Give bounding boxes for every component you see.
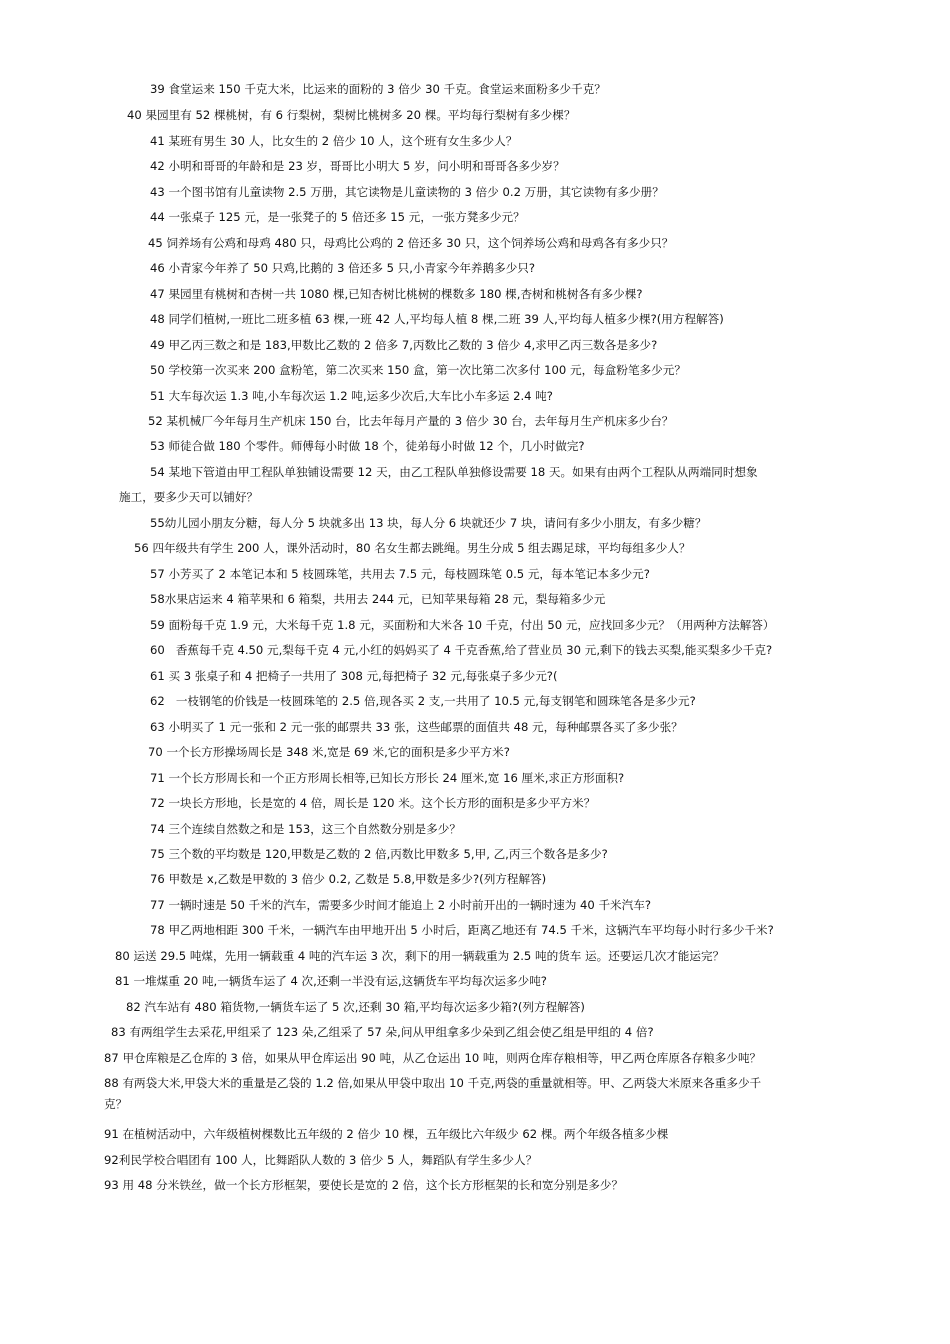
problem-75: 75 三个数的平均数是 120,甲数是乙数的 2 倍,丙数比甲数多 5,甲, 乙,丙三个数各是多少?: [150, 847, 608, 861]
problem-92: 92利民学校合唱团有 100 人，比舞蹈队人数的 3 倍少 5 人，舞蹈队有学生多少人？: [104, 1153, 538, 1167]
problem-42: 42 小明和哥哥的年龄和是 23 岁，哥哥比小明大 5 岁，问小明和哥哥各多少岁？: [150, 159, 565, 173]
problem-52: 52 某机械厂今年每月生产机床 150 台，比去年每月产量的 3 倍少 30 台，去年每月生产机床多少台？: [148, 414, 674, 428]
problem-81: 81 一堆煤重 20 吨,一辆货车运了 4 次,还剩一半没有运,这辆货车平均每次运多少吨?: [115, 974, 547, 988]
problem-80: 80 运送 29.5 吨煤，先用一辆载重 4 吨的汽车运 3 次，剩下的用一辆载重为 2.5 吨的货车 运。还要运几次才能运完？: [115, 949, 725, 963]
problem-54-continuation: 施工，要多少天可以铺好？: [119, 490, 259, 504]
problem-77: 77 一辆时速是 50 千米的汽车，需要多少时间才能追上 2 小时前开出的一辆时速为 40 千米汽车?: [150, 898, 651, 912]
problem-49: 49 甲乙丙三数之和是 183,甲数比乙数的 2 倍多 7,丙数比乙数的 3 倍少 4,求甲乙丙三数各是多少?: [150, 338, 658, 352]
problem-55: 55幼儿园小朋友分糖，每人分 5 块就多出 13 块，每人分 6 块就还少 7 块，请问有多少小朋友，有多少糖？: [150, 516, 707, 530]
problem-91: 91 在植树活动中，六年级植树棵数比五年级的 2 倍少 10 棵，五年级比六年级少 62 棵。两个年级各植多少棵: [104, 1127, 669, 1141]
problem-44: 44 一张桌子 125 元，是一张凳子的 5 倍还多 15 元，一张方凳多少元？: [150, 210, 525, 224]
problem-48: 48 同学们植树,一班比二班多植 63 棵,一班 42 人,平均每人植 8 棵,二班 39 人,平均每人植多少棵?(用方程解答): [150, 312, 724, 326]
problem-72: 72 一块长方形地，长是宽的 4 倍，周长是 120 米。这个长方形的面积是多少平方米？: [150, 796, 596, 810]
problem-71: 71 一个长方形周长和一个正方形周长相等,已知长方形长 24 厘米,宽 16 厘米,求正方形面积?: [150, 771, 625, 785]
problem-58: 58水果店运来 4 箱苹果和 6 箱梨，共用去 244 元，已知苹果每箱 28 元，梨每箱多少元: [150, 592, 606, 606]
problem-57: 57 小芳买了 2 本笔记本和 5 枝圆珠笔，共用去 7.5 元，每枝圆珠笔 0.5 元，每本笔记本多少元?: [150, 567, 650, 581]
problem-50: 50 学校第一次买来 200 盒粉笔，第二次买来 150 盒，第一次比第二次多付 100 元，每盒粉笔多少元？: [150, 363, 686, 377]
problem-63: 63 小明买了 1 元一张和 2 元一张的邮票共 33 张，这些邮票的面值共 48 元，每种邮票各买了多少张？: [150, 720, 683, 734]
problem-41: 41 某班有男生 30 人，比女生的 2 倍少 10 人，这个班有女生多少人？: [150, 134, 518, 148]
problem-51: 51 大车每次运 1.3 吨,小车每次运 1.2 吨,运多少次后,大车比小车多运 2.4 吨?: [150, 389, 553, 403]
problem-88: 88 有两袋大米,甲袋大米的重量是乙袋的 1.2 倍,如果从甲袋中取出 10 千克,两袋的重量就相等。甲、乙两袋大米原来各重多少千: [104, 1076, 762, 1090]
problem-87: 87 甲仓库粮是乙仓库的 3 倍，如果从甲仓库运出 90 吨，从乙仓运出 10 吨，则两仓库存粮相等，甲乙两仓库原各存粮多少吨？: [104, 1051, 762, 1065]
problem-53: 53 师徒合做 180 个零件。师傅每小时做 18 个，徒弟每小时做 12 个，几小时做完?: [150, 439, 585, 453]
problem-62: 62 一枝钢笔的价钱是一枝圆珠笔的 2.5 倍,现各买 2 支,一共用了 10.5 元,每支钢笔和圆珠笔各是多少元?: [150, 694, 696, 708]
problem-39: 39 食堂运来 150 千克大米，比运来的面粉的 3 倍少 30 千克。食堂运来面粉多少千克？: [150, 82, 606, 96]
problem-40: 40 果园里有 52 棵桃树，有 6 行梨树，梨树比桃树多 20 棵。平均每行梨树有多少棵？: [127, 108, 576, 122]
problem-76: 76 甲数是 x,乙数是甲数的 3 倍少 0.2, 乙数是 5.8,甲数是多少?(列方程解答): [150, 872, 547, 886]
problem-60: 60 香蕉每千克 4.50 元,梨每千克 4 元,小红的妈妈买了 4 千克香蕉,给了营业员 30 元,剩下的钱去买梨,能买梨多少千克?: [150, 643, 773, 657]
problem-47: 47 果园里有桃树和杏树一共 1080 棵,已知杏树比桃树的棵数多 180 棵,杏树和桃树各有多少棵?: [150, 287, 643, 301]
problem-61: 61 买 3 张桌子和 4 把椅子一共用了 308 元,每把椅子 32 元,每张桌子多少元?(: [150, 669, 558, 683]
problem-83: 83 有两组学生去采花,甲组采了 123 朵,乙组采了 57 朵,问从甲组拿多少朵到乙组会使乙组是甲组的 4 倍?: [111, 1025, 654, 1039]
problem-88-continuation: 克？: [104, 1097, 128, 1111]
problem-78: 78 甲乙两地相距 300 千米，一辆汽车由甲地开出 5 小时后，距离乙地还有 74.5 千米，这辆汽车平均每小时行多少千米?: [150, 923, 774, 937]
problem-70: 70 一个长方形操场周长是 348 米,宽是 69 米,它的面积是多少平方米?: [148, 745, 510, 759]
problem-54: 54 某地下管道由甲工程队单独铺设需要 12 天，由乙工程队单独修设需要 18 天。如果有由两个工程队从两端同时想象: [150, 465, 758, 479]
problem-93: 93 用 48 分米铁丝，做一个长方形框架，要使长是宽的 2 倍，这个长方形框架的长和宽分别是多少？: [104, 1178, 624, 1192]
problem-46: 46 小青家今年养了 50 只鸡,比鹅的 3 倍还多 5 只,小青家今年养鹅多少只?: [150, 261, 536, 275]
problem-82: 82 汽车站有 480 箱货物,一辆货车运了 5 次,还剩 30 箱,平均每次运多少箱?(列方程解答): [126, 1000, 585, 1014]
problem-43: 43 一个图书馆有儿童读物 2.5 万册，其它读物是儿童读物的 3 倍少 0.2 万册，其它读物有多少册？: [150, 185, 664, 199]
problem-74: 74 三个连续自然数之和是 153，这三个自然数分别是多少？: [150, 822, 461, 836]
problem-45: 45 饲养场有公鸡和母鸡 480 只，母鸡比公鸡的 2 倍还多 30 只，这个饲养场公鸡和母鸡各有多少只？: [148, 236, 674, 250]
problem-56: 56 四年级共有学生 200 人，课外活动时，80 名女生都去跳绳。男生分成 5 组去踢足球，平均每组多少人？: [134, 541, 691, 555]
problem-59: 59 面粉每千克 1.9 元，大米每千克 1.8 元，买面粉和大米各 10 千克，付出 50 元，应找回多少元？（用两种方法解答）: [150, 618, 775, 632]
